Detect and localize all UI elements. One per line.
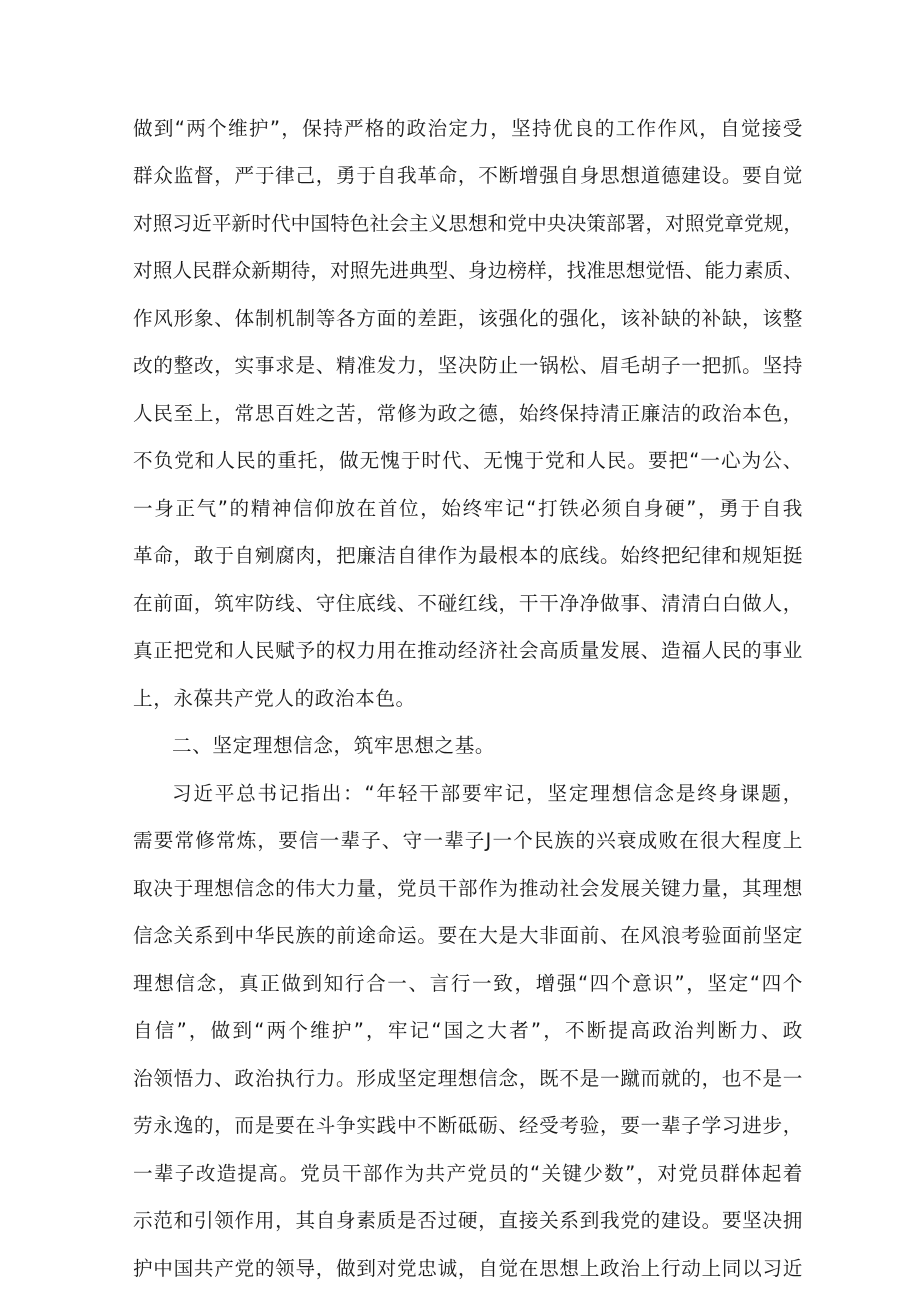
paragraph-line: 治领悟力、政治执行力。形成坚定理想信念，既不是一蹴而就的，也不是一 (133, 1067, 803, 1090)
paragraph-line: 改的整改，实事求是、精准发力，坚决防止一锅松、眉毛胡子一把抓。坚持 (133, 354, 803, 377)
paragraph-line: 作风形象、体制机制等各方面的差距，该强化的强化，该补缺的补缺，该整 (133, 307, 803, 330)
paragraph-line: 做到“两个维护”，保持严格的政治定力，坚持优良的工作作风，自觉接受 (133, 117, 803, 140)
paragraph-line: 信念关系到中华民族的前途命运。要在大是大非面前、在风浪考验面前坚定 (133, 924, 803, 947)
section-heading: 二、坚定理想信念，筑牢思想之基。 (172, 734, 496, 757)
paragraph-line: 不负党和人民的重托，做无愧于时代、无愧于党和人民。要把“一心为公、 (133, 449, 803, 472)
paragraph-line: 对照人民群众新期待，对照先进典型、身边榜样，找准思想觉悟、能力素质、 (133, 259, 803, 282)
paragraph-line: 上，永葆共产党人的政治本色。 (133, 687, 416, 710)
paragraph-line: 理想信念，真正做到知行合一、言行一致，增强“四个意识”，坚定“四个 (133, 972, 803, 995)
paragraph-line: 自信”，做到“两个维护”，牢记“国之大者”，不断提高政治判断力、政 (133, 1019, 803, 1042)
paragraph-line: 习近平总书记指出：“年轻干部要牢记，坚定理想信念是终身课题， (172, 782, 803, 805)
paragraph-line: 革命，敢于自剜腐肉，把廉洁自律作为最根本的底线。始终把纪律和规矩挺 (133, 544, 803, 567)
paragraph-line: 需要常修常炼，要信一辈子、守一辈子J一个民族的兴衰成败在很大程度上 (133, 829, 803, 852)
paragraph-line: 护中国共产党的领导，做到对党忠诚，自觉在思想上政治上行动上同以习近 (133, 1257, 803, 1280)
paragraph-line: 在前面，筑牢防线、守住底线、不碰红线，干干净净做事、清清白白做人， (133, 592, 803, 615)
paragraph-line: 一辈子改造提高。党员干部作为共产党员的“关键少数”，对党员群体起着 (133, 1162, 803, 1185)
paragraph-line: 示范和引领作用，其自身素质是否过硬，直接关系到我党的建设。要坚决拥 (133, 1209, 803, 1232)
paragraph-line: 人民至上，常思百姓之苦，常修为政之德，始终保持清正廉洁的政治本色， (133, 402, 803, 425)
paragraph-line: 真正把党和人民赋予的权力用在推动经济社会高质量发展、造福人民的事业 (133, 639, 803, 662)
paragraph-line: 取决于理想信念的伟大力量，党员干部作为推动社会发展关键力量，其理想 (133, 877, 803, 900)
paragraph-line: 群众监督，严于律己，勇于自我革命，不断增强自身思想道德建设。要自觉 (133, 164, 803, 187)
paragraph-line: 对照习近平新时代中国特色社会主义思想和党中央决策部署，对照党章党规， (133, 212, 803, 235)
paragraph-line: 一身正气”的精神信仰放在首位，始终牢记“打铁必须自身硬”，勇于自我 (133, 497, 803, 520)
paragraph-line: 劳永逸的，而是要在斗争实践中不断砥砺、经受考验，要一辈子学习进步， (133, 1114, 803, 1137)
